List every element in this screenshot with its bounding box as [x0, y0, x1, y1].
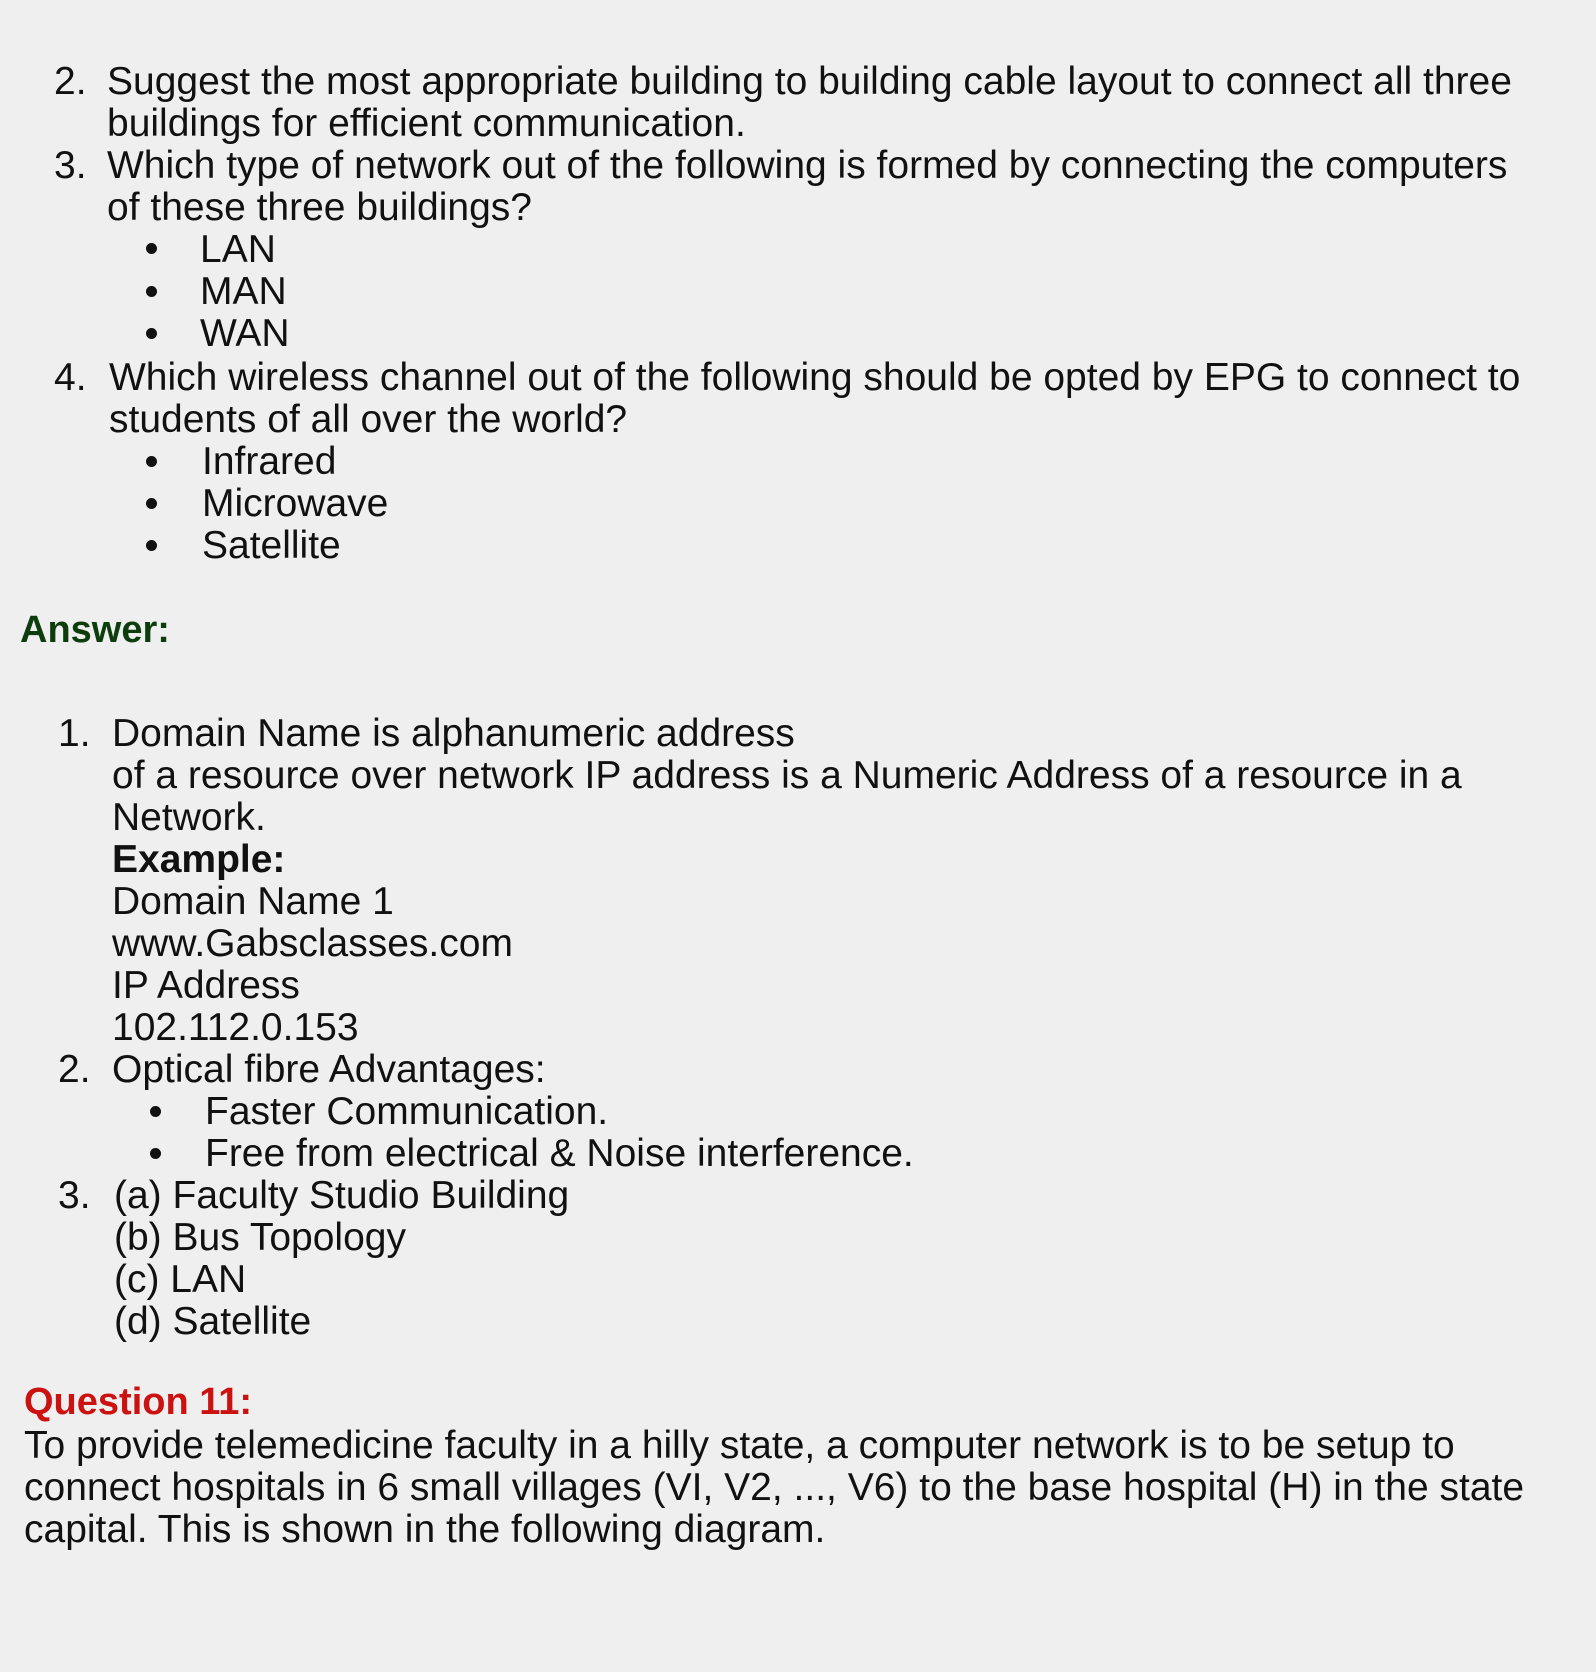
- answer-3-line-b: (b) Bus Topology: [114, 1216, 406, 1259]
- answer-3-line-d: (d) Satellite: [114, 1300, 312, 1343]
- answer-1-example-line-2: www.Gabsclasses.com: [112, 922, 513, 965]
- answer-3-line-a: (a) Faculty Studio Building: [114, 1174, 570, 1217]
- bullet-icon: [150, 1106, 161, 1117]
- answer-1-example-line-3: IP Address: [112, 964, 300, 1007]
- answer-3-number: 3.: [58, 1174, 91, 1217]
- bullet-icon: [146, 328, 157, 339]
- question-11-text-line-3: capital. This is shown in the following diagram.: [24, 1508, 826, 1551]
- answer-1-text-line-3: Network.: [112, 796, 266, 839]
- answer-2-number: 2.: [58, 1048, 91, 1091]
- answer-heading: Answer:: [20, 609, 170, 651]
- question-3-option-wan: WAN: [200, 312, 290, 355]
- question-2-text-line-2: buildings for efficient communication.: [107, 102, 746, 145]
- question-2-number: 2.: [54, 60, 87, 103]
- answer-2-title: Optical fibre Advantages:: [112, 1048, 546, 1091]
- question-3-option-man: MAN: [200, 270, 287, 313]
- answer-1-example-label: Example:: [112, 838, 286, 881]
- question-4-number: 4.: [54, 356, 87, 399]
- answer-1-text-line-2: of a resource over network IP address is a Numeric Address of a resource in a: [112, 754, 1462, 797]
- answer-1-number: 1.: [58, 712, 91, 755]
- question-2-text-line-1: Suggest the most appropriate building to building cable layout to connect all three: [107, 60, 1512, 103]
- answer-2-bullet-1: Faster Communication.: [205, 1090, 609, 1133]
- question-4-option-infrared: Infrared: [202, 440, 337, 483]
- question-11-text-line-2: connect hospitals in 6 small villages (VI, V2, ..., V6) to the base hospital (H) in the state: [24, 1466, 1525, 1509]
- bullet-icon: [146, 540, 157, 551]
- bullet-icon: [150, 1148, 161, 1159]
- answer-3-line-c: (c) LAN: [114, 1258, 247, 1301]
- question-3-text-line-1: Which type of network out of the following is formed by connecting the computers: [107, 144, 1508, 187]
- question-4-option-microwave: Microwave: [202, 482, 389, 525]
- question-3-number: 3.: [54, 144, 87, 187]
- question-4-text-line-2: students of all over the world?: [109, 398, 628, 441]
- bullet-icon: [146, 243, 157, 254]
- bullet-icon: [146, 498, 157, 509]
- question-3-option-lan: LAN: [200, 228, 276, 271]
- question-4-text-line-1: Which wireless channel out of the following should be opted by EPG to connect to: [109, 356, 1521, 399]
- bullet-icon: [146, 286, 157, 297]
- answer-1-example-line-4: 102.112.0.153: [112, 1006, 359, 1049]
- bullet-icon: [146, 456, 157, 467]
- answer-2-bullet-2: Free from electrical & Noise interference.: [205, 1132, 914, 1175]
- question-11-text-line-1: To provide telemedicine faculty in a hilly state, a computer network is to be setup to: [24, 1424, 1455, 1467]
- question-4-option-satellite: Satellite: [202, 524, 341, 567]
- question-11-heading: Question 11:: [24, 1381, 253, 1423]
- answer-1-example-line-1: Domain Name 1: [112, 880, 394, 923]
- question-3-text-line-2: of these three buildings?: [107, 186, 532, 229]
- answer-1-text-line-1: Domain Name is alphanumeric address: [112, 712, 795, 755]
